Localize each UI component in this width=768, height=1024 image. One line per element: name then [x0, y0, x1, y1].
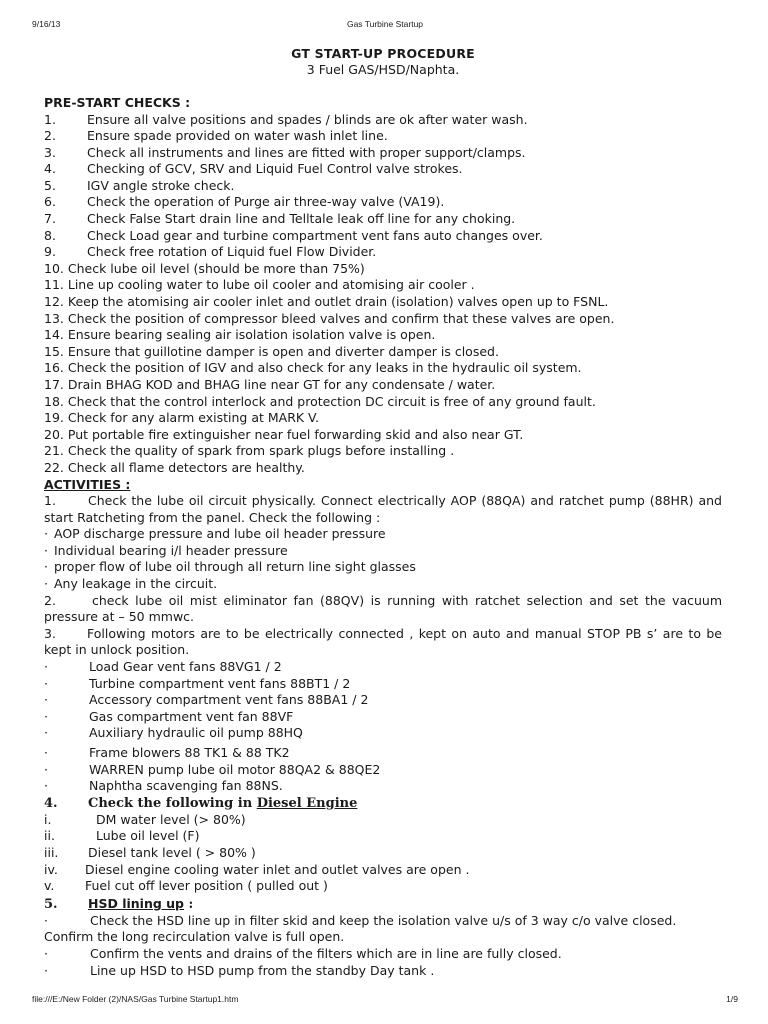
motor-item [44, 659, 722, 676]
hsd-lineup-list [44, 913, 722, 979]
motor-text: Frame blowers 88 TK1 & 88 TK2 [89, 744, 290, 760]
bullet-icon: · [44, 526, 48, 542]
activity-number: 1. [44, 493, 56, 509]
motor-text: Turbine compartment vent fans 88BT1 / 2 [89, 675, 351, 691]
checklist-item [44, 228, 722, 245]
checklist-item [44, 377, 722, 394]
bullet-icon: · [44, 778, 48, 794]
item-number: 9. [44, 244, 56, 260]
activity-text: Check the following in [88, 795, 257, 811]
roman-number: ii. [44, 828, 55, 844]
item-number: 1. [44, 111, 56, 127]
item-number: 2. [44, 128, 56, 144]
hsd-step-text: Check the HSD line up in filter skid and keep the isolation valve u/s of 3 way c/o valve closed. Confirm the long recirculation valve is full open. [44, 912, 677, 945]
bullet-icon: · [44, 675, 48, 691]
motor-list [44, 659, 722, 795]
checklist-item [44, 112, 722, 129]
item-number: 7. [44, 211, 56, 227]
item-text: Check the operation of Purge air three-way valve (VA19). [87, 194, 445, 210]
item-text: Check False Start drain line and Telltale leak off line for any choking. [87, 211, 516, 227]
hsd-step [44, 913, 722, 946]
checklist-item [44, 443, 722, 460]
checklist-item [44, 427, 722, 444]
bullet-icon: · [44, 962, 48, 978]
diesel-check-item [44, 845, 722, 862]
bullet-icon: · [44, 744, 48, 760]
diesel-check-text: Diesel tank level ( > 80% ) [88, 844, 256, 860]
item-text: IGV angle stroke check. [87, 177, 235, 193]
item-number: 22. [44, 459, 64, 475]
checklist-item [44, 410, 722, 427]
checklist-item [44, 277, 722, 294]
item-text: Keep the atomising air cooler inlet and outlet drain (isolation) valves open up to FSNL. [67, 294, 609, 310]
bullet-icon: · [44, 692, 48, 708]
item-text: Ensure bearing sealing air isolation isolation valve is open. [67, 327, 436, 343]
item-number: 15. [44, 343, 64, 359]
prestart-checklist [44, 112, 722, 477]
activity-text: Check the lube oil circuit physically. Connect electrically AOP (88QA) and ratchet pump (88HR) and start Ratcheting from the panel. Check the following : [44, 493, 722, 525]
activity-2 [44, 593, 722, 626]
diesel-check-item [44, 828, 722, 845]
item-number: 17. [44, 377, 64, 392]
item-text: Ensure all valve positions and spades / blinds are ok after water wash. [87, 111, 528, 127]
diesel-check-text: DM water level (> 80%) [96, 811, 246, 827]
checklist-item [44, 311, 722, 328]
item-number: 8. [44, 227, 56, 243]
checklist-item [44, 460, 722, 477]
print-header [32, 19, 738, 31]
bullet-icon: · [44, 761, 48, 777]
activity-number: 3. [44, 625, 56, 641]
hsd-step [44, 946, 722, 963]
bullet-item [44, 543, 722, 560]
bullet-item [44, 576, 722, 593]
item-text: Drain BHAG KOD and BHAG line near GT for any condensate / water. [67, 377, 496, 392]
motor-item [44, 725, 722, 742]
print-footer [32, 994, 738, 1006]
motor-text: Load Gear vent fans 88VG1 / 2 [89, 659, 282, 674]
checklist-item [44, 244, 722, 261]
item-number: 14. [44, 327, 64, 343]
checklist-item [44, 178, 722, 195]
activity-text: check lube oil mist eliminator fan (88QV) is running with ratchet selection and set the vacuum pressure at – 50 mmwc. [44, 592, 722, 625]
item-number: 13. [44, 310, 64, 326]
item-text: Check lube oil level (should be more than 75%) [67, 260, 365, 276]
activity-4-heading [44, 795, 722, 812]
motor-item [44, 762, 722, 779]
diesel-check-item [44, 812, 722, 829]
checklist-item [44, 211, 722, 228]
bullet-item [44, 559, 722, 576]
item-number: 5. [44, 177, 56, 193]
bullet-text: Individual bearing i/l header pressure [54, 542, 288, 558]
item-text: Check for any alarm existing at MARK V. [67, 410, 319, 426]
item-text: Check free rotation of Liquid fuel Flow Divider. [87, 244, 377, 260]
checklist-item [44, 128, 722, 145]
activity-suffix: : [184, 896, 194, 912]
diesel-check-text: Fuel cut off lever position ( pulled out ) [85, 878, 328, 894]
motor-item [44, 709, 722, 726]
roman-number: v. [44, 878, 55, 894]
item-number: 20. [44, 426, 64, 442]
activity-text: Following motors are to be electrically connected , kept on auto and manual STOP PB s’ are to be kept in unlock position. [44, 625, 722, 658]
bullet-text: Any leakage in the circuit. [54, 576, 218, 592]
item-text: Check all instruments and lines are fitted with proper support/clamps. [87, 144, 526, 160]
prestart-heading: PRE-START CHECKS : [44, 95, 191, 110]
bullet-icon: · [44, 576, 48, 592]
item-text: Ensure that guillotine damper is open and diverter damper is closed. [67, 343, 499, 359]
item-text: Check the position of compressor bleed valves and confirm that these valves are open. [67, 310, 615, 326]
checklist-item [44, 360, 722, 377]
bullet-text: AOP discharge pressure and lube oil header pressure [54, 526, 386, 542]
activity-number: 4. [44, 795, 58, 811]
checklist-item [44, 394, 722, 411]
bullet-icon: · [44, 725, 48, 741]
diesel-engine-link-text: Diesel Engine [256, 795, 358, 811]
roman-number: iii. [44, 844, 59, 860]
diesel-engine-checklist [44, 812, 722, 895]
checklist-item [44, 327, 722, 344]
bullet-icon: · [44, 542, 48, 558]
item-text: Checking of GCV, SRV and Liquid Fuel Control valve strokes. [87, 161, 463, 177]
activity-5-heading [44, 895, 722, 913]
hsd-step-text: Confirm the vents and drains of the filters which are in line are fully closed. [90, 945, 562, 961]
checklist-item [44, 194, 722, 211]
document-subtitle: 3 Fuel GAS/HSD/Naphta. [306, 62, 460, 77]
diesel-check-text: Lube oil level (F) [96, 828, 200, 844]
file-path: file:///E:/New Folder (2)/NAS/Gas Turbine Startup1.htm [32, 994, 239, 1004]
motor-item [44, 778, 722, 795]
item-number: 21. [44, 443, 64, 459]
document-title: GT START-UP PROCEDURE [291, 46, 475, 61]
checklist-item [44, 145, 722, 162]
item-number: 11. [44, 277, 64, 293]
roman-number: iv. [44, 861, 58, 877]
bullet-text: proper flow of lube oil through all return line sight glasses [54, 559, 416, 575]
bullet-icon: · [44, 659, 48, 674]
item-text: Check all flame detectors are healthy. [67, 459, 305, 475]
motor-text: Gas compartment vent fan 88VF [89, 708, 294, 724]
item-number: 19. [44, 410, 64, 426]
motor-item [44, 676, 722, 693]
motor-text: WARREN pump lube oil motor 88QA2 & 88QE2 [89, 761, 381, 777]
activity-1 [44, 493, 722, 526]
diesel-check-text: Diesel engine cooling water inlet and outlet valves are open . [85, 861, 470, 877]
diesel-check-item [44, 862, 722, 879]
checklist-item [44, 294, 722, 311]
activity-3 [44, 626, 722, 659]
item-number: 4. [44, 161, 56, 177]
motor-text: Accessory compartment vent fans 88BA1 / 2 [89, 692, 369, 708]
diesel-check-item [44, 878, 722, 895]
bullet-icon: · [44, 559, 48, 575]
bullet-item [44, 526, 722, 543]
page-number: 1/9 [726, 994, 738, 1004]
item-number: 3. [44, 144, 56, 160]
checklist-item [44, 261, 722, 278]
item-number: 16. [44, 360, 64, 376]
motor-item [44, 745, 722, 762]
motor-item [44, 692, 722, 709]
item-text: Check that the control interlock and protection DC circuit is free of any ground fault. [67, 393, 596, 409]
motor-text: Naphtha scavenging fan 88NS. [89, 778, 283, 794]
item-number: 6. [44, 194, 56, 210]
item-number: 18. [44, 393, 64, 409]
checklist-item [44, 161, 722, 178]
item-text: Check the quality of spark from spark plugs before installing . [67, 443, 455, 459]
hsd-step [44, 963, 722, 980]
motor-text: Auxiliary hydraulic oil pump 88HQ [89, 725, 303, 741]
item-text: Check the position of IGV and also check for any leaks in the hydraulic oil system. [67, 360, 582, 376]
item-number: 12. [44, 294, 64, 310]
item-number: 10. [44, 260, 64, 276]
checklist-item [44, 344, 722, 361]
document-body [44, 45, 722, 979]
activities-heading: ACTIVITIES : [44, 476, 131, 492]
item-text: Check Load gear and turbine compartment vent fans auto changes over. [87, 227, 543, 243]
bullet-icon: · [44, 945, 48, 961]
item-text: Line up cooling water to lube oil cooler and atomising air cooler . [67, 277, 475, 293]
item-text: Put portable fire extinguisher near fuel forwarding skid and also near GT. [67, 426, 524, 442]
hsd-step-text: Line up HSD to HSD pump from the standby Day tank . [90, 962, 435, 978]
activity-number: 5. [44, 896, 58, 912]
print-title: Gas Turbine Startup [346, 19, 424, 29]
activity-number: 2. [44, 592, 56, 608]
bullet-icon: · [44, 912, 48, 928]
item-text: Ensure spade provided on water wash inlet line. [87, 128, 388, 144]
activity-1-bullets [44, 526, 722, 592]
roman-number: i. [44, 811, 52, 827]
print-date: 9/16/13 [32, 19, 61, 29]
hsd-lining-up-title: HSD lining up [88, 895, 184, 911]
bullet-icon: · [44, 708, 48, 724]
